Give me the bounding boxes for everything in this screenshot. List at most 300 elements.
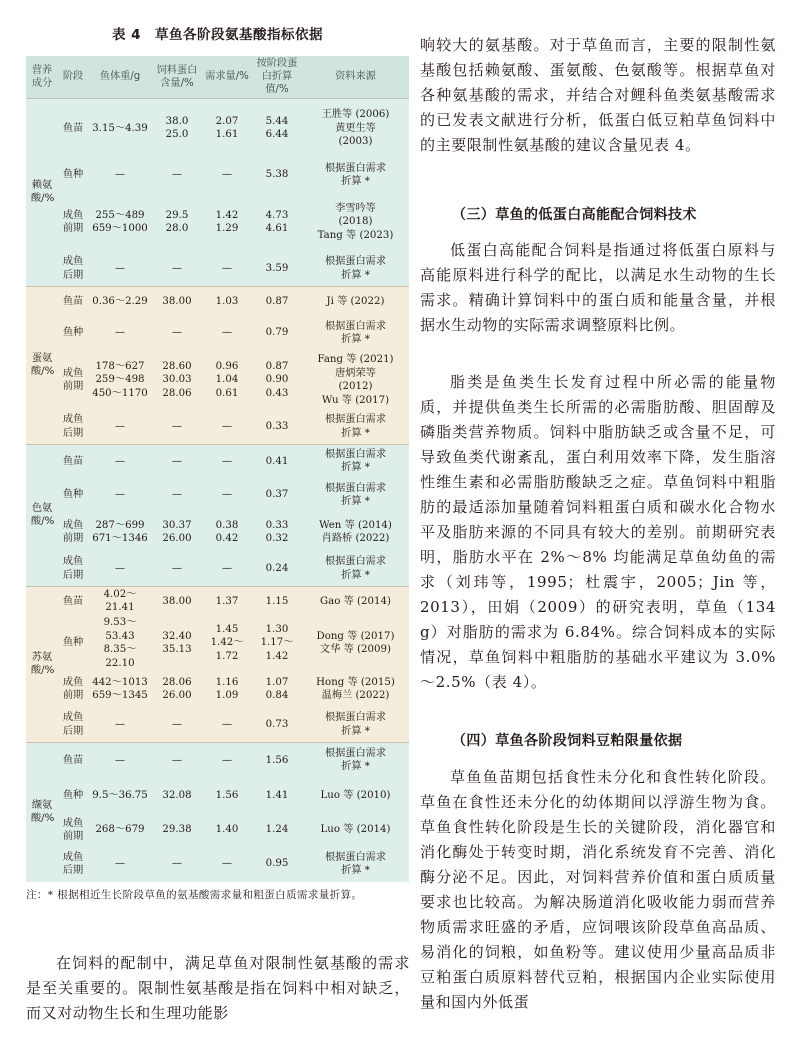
source-cell (302, 158, 409, 192)
protein-cell (152, 814, 202, 846)
protein-cell (152, 742, 202, 778)
weight-cell (88, 252, 152, 286)
converted-value-cell-line: 0.41 (265, 455, 289, 467)
table-row (26, 512, 409, 552)
weight-cell (88, 778, 152, 814)
table-row (26, 410, 409, 444)
requirement-cell-line: 1.45 (215, 623, 239, 635)
converted-value-cell-line: 5.38 (265, 169, 289, 181)
weight-cell (88, 444, 152, 478)
requirement-cell (202, 742, 252, 778)
source-cell-line: 折算 * (341, 176, 370, 187)
requirement-cell (202, 586, 252, 616)
header-weight: 鱼体重/g (88, 56, 152, 98)
source-cell (302, 252, 409, 286)
source-cell-line: 温梅兰 (2022) (321, 690, 390, 701)
requirement-cell-line: — (221, 455, 233, 467)
protein-cell-line: — (171, 563, 183, 574)
requirement-cell (202, 98, 252, 158)
converted-value-cell-line: 0.90 (265, 374, 289, 386)
weight-cell (88, 670, 152, 708)
converted-value-cell (252, 444, 302, 478)
protein-cell (152, 846, 202, 882)
source-cell (302, 350, 409, 410)
requirement-cell-line: — (221, 719, 233, 730)
requirement-cell (202, 846, 252, 882)
requirement-cell (202, 670, 252, 708)
table-row (26, 286, 409, 316)
table-row (26, 350, 409, 410)
converted-value-cell (252, 814, 302, 846)
converted-value-cell (252, 316, 302, 350)
requirement-cell-line: — (221, 858, 233, 870)
table-row (26, 708, 409, 742)
table-row (26, 742, 409, 778)
source-cell (302, 410, 409, 444)
weight-cell-line: — (114, 327, 126, 339)
stage-cell: 成鱼前期 (58, 670, 88, 708)
converted-value-cell (252, 410, 302, 444)
header-stage: 阶段 (58, 56, 88, 98)
stage-cell: 成鱼后期 (58, 846, 88, 882)
nutrient-cell: 缬氨酸/% (26, 742, 58, 882)
requirement-cell (202, 444, 252, 478)
protein-cell-line: 38.0 (165, 115, 189, 127)
amino-acid-table (26, 56, 409, 882)
stage-cell: 鱼种 (58, 778, 88, 814)
requirement-cell (202, 192, 252, 252)
converted-value-cell-line: 1.17～1.42 (260, 637, 294, 662)
weight-cell (88, 586, 152, 616)
right-paragraph-4: 草鱼鱼苗期包括食性未分化和食性转化阶段。草鱼在食性还未分化的幼体期间以浮游生物为食。草鱼食性转化阶段是生长的关键阶段，消化器官和消化酶处于转变时期，消化系统发育不完善、消化酶分泌不足。因此，对饲料营养价值和蛋白质质量要求也比较高。为解决肠道消化吸收能力弱而营养物质需求旺盛的矛盾，应饲喂该阶段草鱼高品质、易消化的饲粮，如鱼粉等。建议使用少量高品质非豆粕蛋白质原料替代豆粕，根据国内企业实际使用量和国内外低蛋 (420, 768, 776, 1011)
converted-value-cell (252, 846, 302, 882)
weight-cell-line: 659～1000 (92, 223, 148, 234)
requirement-cell (202, 410, 252, 444)
table-row (26, 670, 409, 708)
weight-cell-line: 259～498 (95, 374, 145, 386)
source-cell-line: Fang 等 (2021) (317, 354, 394, 365)
requirement-cell-line: 1.29 (215, 223, 239, 234)
protein-cell-line: 26.00 (162, 533, 192, 544)
protein-cell (152, 252, 202, 286)
weight-cell (88, 350, 152, 410)
weight-cell-line: — (114, 719, 126, 730)
protein-cell (152, 444, 202, 478)
left-paragraph: 在饲料的配制中，满足草鱼对限制性氨基酸的需求是至关重要的。限制性氨基酸是指在饲料中相对缺乏，而又对动物生长和生理功能影 (26, 954, 410, 1022)
weight-cell-line: 268～679 (95, 824, 145, 836)
requirement-cell-line: 1.37 (215, 595, 239, 607)
weight-cell-line: 255～489 (95, 209, 145, 221)
requirement-cell-line: 0.42 (215, 533, 239, 544)
weight-cell (88, 814, 152, 846)
protein-cell-line: 38.00 (162, 595, 192, 607)
converted-value-cell (252, 478, 302, 512)
source-cell (302, 708, 409, 742)
converted-value-cell-line: 1.15 (265, 595, 289, 607)
weight-cell-line: 671～1346 (92, 533, 148, 544)
section-heading-4: （四）草鱼各阶段饲料豆粕限量依据 (452, 733, 683, 749)
source-cell-line: 折算 * (341, 427, 370, 439)
requirement-cell-line: 0.96 (215, 360, 239, 372)
source-cell-line: 根据蛋白需求 (324, 712, 387, 724)
requirement-cell (202, 512, 252, 552)
requirement-cell-line: 0.38 (215, 519, 239, 531)
right-paragraph-3: 脂类是鱼类生长发育过程中所必需的能量物质，并提供鱼类生长所需的必需脂肪酸、胆固醇及磷脂类营养物质。饲料中脂肪缺乏或含量不足，可导致鱼类代谢紊乱，蛋白利用效率下降，发生脂溶性维生素和必需脂肪酸缺乏之症。草鱼饲料中粗脂肪的最适添加量随着饲料粗蛋白质和碳水化合物水平及脂肪来源的不同具有较大的差别。前期研究表明，脂肪水平在 2%～8% 均能满足草鱼幼鱼的需求（刘玮等，1995；杜震宇，2005；Jin 等，2013），田娟（2009）的研究表明，草鱼（134 g）对脂肪的需求为 6.84%。综合饲料成本的实际情况，草鱼饲料中粗脂肪的基础水平建议为 3.0%～2.5%（表 4）。 (420, 373, 776, 691)
weight-cell-line: — (114, 489, 126, 501)
requirement-cell-line: 2.07 (215, 115, 239, 127)
weight-cell (88, 98, 152, 158)
source-cell (302, 98, 409, 158)
source-cell-line: 折算 * (341, 725, 370, 737)
stage-cell: 鱼苗 (58, 586, 88, 616)
source-cell (302, 670, 409, 708)
protein-cell-line: — (171, 455, 183, 467)
table-row (26, 98, 409, 158)
converted-value-cell-line: 0.84 (265, 690, 289, 701)
requirement-cell-line: 0.61 (215, 387, 239, 399)
table-row (26, 616, 409, 670)
weight-cell-line: — (114, 455, 126, 467)
stage-cell: 鱼种 (58, 616, 88, 670)
weight-cell-line: 659～1345 (92, 690, 148, 701)
protein-cell-line: 26.00 (162, 690, 192, 701)
source-cell-line: 根据蛋白需求 (324, 482, 387, 494)
source-cell-line: (2012) (338, 381, 373, 392)
requirement-cell-line: 1.03 (215, 295, 239, 307)
weight-cell-line: 9.5～36.75 (92, 790, 148, 802)
protein-cell-line: 28.60 (162, 360, 192, 372)
requirement-cell (202, 286, 252, 316)
requirement-cell-line: — (221, 327, 233, 339)
source-cell-line: Gao 等 (2014) (320, 595, 391, 607)
requirement-cell-line: — (221, 169, 233, 181)
requirement-cell-line: 1.16 (215, 676, 239, 688)
protein-cell-line: 28.0 (165, 223, 189, 234)
converted-value-cell (252, 286, 302, 316)
weight-cell-line: — (114, 169, 126, 181)
requirement-cell (202, 814, 252, 846)
source-cell-line: 折算 * (341, 269, 370, 281)
protein-cell (152, 616, 202, 670)
source-cell-line: 根据蛋白需求 (324, 747, 387, 759)
converted-value-cell-line: 0.33 (265, 421, 289, 432)
requirement-cell (202, 616, 252, 670)
converted-value-cell (252, 708, 302, 742)
weight-cell-line: 178～627 (95, 360, 145, 372)
weight-cell-line: 8.35～22.10 (103, 644, 137, 669)
source-cell-line: 根据蛋白需求 (324, 162, 387, 174)
source-cell-line: 折算 * (341, 462, 370, 474)
source-cell-line: (2003) (338, 136, 373, 147)
nutrient-cell: 色氨酸/% (26, 444, 58, 586)
source-cell (302, 512, 409, 552)
source-cell-line: 折算 * (341, 865, 370, 876)
table-row (26, 444, 409, 478)
weight-cell (88, 158, 152, 192)
header-requirement: 需求量/% (202, 56, 252, 98)
stage-cell: 鱼苗 (58, 98, 88, 158)
table-row (26, 846, 409, 882)
protein-cell-line: — (171, 719, 183, 730)
source-cell-line: 肖路桥 (2022) (321, 533, 390, 544)
protein-cell (152, 670, 202, 708)
requirement-cell (202, 778, 252, 814)
stage-cell: 成鱼前期 (58, 512, 88, 552)
converted-value-cell (252, 98, 302, 158)
converted-value-cell (252, 158, 302, 192)
converted-value-cell-line: 0.33 (265, 519, 289, 531)
source-cell-line: 根据蛋白需求 (324, 448, 387, 460)
requirement-cell-line: — (221, 421, 233, 432)
weight-cell (88, 846, 152, 882)
protein-cell (152, 98, 202, 158)
requirement-cell (202, 552, 252, 586)
protein-cell-line: 30.37 (162, 519, 192, 531)
requirement-cell-line: 1.56 (215, 790, 239, 802)
protein-cell-line: 32.08 (162, 790, 192, 802)
source-cell-line: Ji 等 (2022) (326, 295, 385, 307)
source-cell-line: 唐炳荣等 (335, 367, 376, 379)
section-heading-3: （三）草鱼的低蛋白高能配合饲料技术 (452, 207, 697, 223)
protein-cell-line: 32.40 (162, 630, 192, 642)
table-row (26, 778, 409, 814)
source-cell-line: 李雪吟等 (335, 202, 376, 214)
table-body (26, 98, 409, 882)
table-row (26, 552, 409, 586)
converted-value-cell-line: 0.37 (265, 489, 289, 501)
table-note: 注：* 根据相近生长阶段草鱼的氨基酸需求量和粗蛋白质需求量折算。 (26, 889, 363, 901)
source-cell-line: 根据蛋白需求 (324, 556, 387, 568)
stage-cell: 鱼苗 (58, 444, 88, 478)
source-cell-line: 折算 * (341, 569, 370, 581)
converted-value-cell (252, 192, 302, 252)
stage-cell: 鱼苗 (58, 286, 88, 316)
stage-cell: 成鱼前期 (58, 814, 88, 846)
protein-cell-line: 35.13 (162, 644, 192, 655)
weight-cell-line: — (114, 754, 126, 766)
source-cell-line: 折算 * (341, 334, 370, 345)
protein-cell (152, 316, 202, 350)
nutrient-cell: 苏氨酸/% (26, 586, 58, 742)
source-cell (302, 616, 409, 670)
weight-cell-line: 4.02～21.41 (103, 588, 137, 614)
source-cell-line: Dong 等 (2017) (316, 630, 395, 642)
requirement-cell (202, 350, 252, 410)
weight-cell-line: — (114, 858, 126, 870)
source-cell (302, 586, 409, 616)
protein-cell-line: 30.03 (162, 374, 192, 386)
requirement-cell-line: — (221, 563, 233, 574)
source-cell (302, 286, 409, 316)
weight-cell-line: — (114, 563, 126, 574)
weight-cell-line: 9.53～53.43 (103, 617, 137, 642)
protein-cell (152, 778, 202, 814)
table-row (26, 158, 409, 192)
converted-value-cell (252, 552, 302, 586)
protein-cell (152, 286, 202, 316)
source-cell (302, 814, 409, 846)
source-cell (302, 846, 409, 882)
converted-value-cell (252, 616, 302, 670)
weight-cell-line: 3.15～4.39 (92, 122, 148, 134)
converted-value-cell-line: 4.73 (265, 209, 289, 221)
source-cell-line: Hong 等 (2015) (316, 676, 395, 688)
stage-cell: 成鱼后期 (58, 708, 88, 742)
stage-cell: 鱼种 (58, 158, 88, 192)
source-cell-line: 根据蛋白需求 (324, 851, 387, 863)
right-paragraph-1: 响较大的氨基酸。对于草鱼而言，主要的限制性氨基酸包括赖氨酸、蛋氨酸、色氨酸等。根据草鱼对各种氨基酸的需求，并结合对鲤科鱼类氨基酸需求的已发表文献进行分析，低蛋白低豆粕草鱼饲料中的主要限制性氨基酸的建议含量见表 4。 (420, 36, 776, 154)
source-cell-line: 根据蛋白需求 (324, 320, 387, 332)
nutrient-cell: 蛋氨酸/% (26, 286, 58, 444)
source-cell-line: Wu 等 (2017) (321, 394, 390, 406)
converted-value-cell (252, 586, 302, 616)
weight-cell (88, 410, 152, 444)
source-cell-line: 根据蛋白需求 (324, 256, 387, 268)
stage-cell: 成鱼后期 (58, 410, 88, 444)
source-cell (302, 742, 409, 778)
converted-value-cell-line: 1.56 (265, 754, 289, 766)
requirement-cell (202, 316, 252, 350)
protein-cell (152, 158, 202, 192)
nutrient-cell: 赖氨酸/% (26, 98, 58, 286)
converted-value-cell-line: 3.59 (265, 263, 289, 274)
protein-cell-line: — (171, 421, 183, 432)
table-row (26, 478, 409, 512)
converted-value-cell-line: 6.44 (265, 129, 289, 141)
converted-value-cell-line: 0.32 (265, 533, 289, 544)
protein-cell-line: — (171, 489, 183, 501)
protein-cell (152, 350, 202, 410)
protein-cell-line: 29.38 (162, 824, 192, 836)
weight-cell (88, 512, 152, 552)
protein-cell-line: 28.06 (162, 387, 192, 399)
weight-cell (88, 286, 152, 316)
converted-value-cell-line: 0.73 (265, 719, 289, 730)
protein-cell-line: 38.00 (162, 295, 192, 307)
source-cell (302, 192, 409, 252)
table-row (26, 252, 409, 286)
converted-value-cell (252, 252, 302, 286)
stage-cell: 鱼苗 (58, 742, 88, 778)
source-cell-line: 根据蛋白需求 (324, 414, 387, 426)
source-cell-line: 折算 * (341, 761, 370, 773)
weight-cell-line: — (114, 263, 126, 274)
right-paragraph-2: 低蛋白高能配合饲料是指通过将低蛋白原料与高能原料进行科学的配比，以满足水生动物的生长需求。精确计算饲料中的蛋白质和能量含量，并根据水生动物的实际需求调整原料比例。 (420, 241, 776, 334)
converted-value-cell-line: 0.79 (265, 327, 289, 339)
protein-cell (152, 512, 202, 552)
source-cell-line: (2018) (338, 216, 373, 228)
source-cell-line: Tang 等 (2023) (317, 229, 394, 241)
protein-cell (152, 586, 202, 616)
converted-value-cell-line: 4.61 (265, 223, 289, 234)
header-protein: 饲料蛋白含量/% (152, 56, 202, 98)
requirement-cell-line: 1.40 (215, 824, 239, 836)
converted-value-cell-line: 0.87 (265, 360, 289, 372)
protein-cell-line: — (171, 327, 183, 339)
weight-cell (88, 192, 152, 252)
requirement-cell-line: — (221, 754, 233, 766)
table-row (26, 316, 409, 350)
requirement-cell-line: 1.42 (215, 209, 239, 221)
converted-value-cell-line: 1.24 (265, 824, 289, 836)
converted-value-cell (252, 670, 302, 708)
protein-cell-line: — (171, 169, 183, 181)
converted-value-cell-line: 0.95 (265, 858, 289, 870)
stage-cell: 鱼种 (58, 316, 88, 350)
protein-cell-line: 28.06 (162, 676, 192, 688)
converted-value-cell-line: 0.43 (265, 387, 289, 399)
weight-cell (88, 616, 152, 670)
source-cell (302, 778, 409, 814)
protein-cell-line: — (171, 754, 183, 766)
weight-cell (88, 708, 152, 742)
converted-value-cell-line: 0.87 (265, 295, 289, 307)
stage-cell: 成鱼后期 (58, 552, 88, 586)
table-row (26, 586, 409, 616)
weight-cell-line: 442～1013 (92, 676, 148, 688)
weight-cell (88, 552, 152, 586)
protein-cell-line: — (171, 263, 183, 274)
protein-cell (152, 552, 202, 586)
source-cell-line: 折算 * (341, 496, 370, 507)
source-cell (302, 478, 409, 512)
protein-cell (152, 192, 202, 252)
source-cell-line: Luo 等 (2014) (320, 824, 391, 836)
converted-value-cell-line: 5.44 (265, 115, 289, 127)
source-cell-line: 黄更生等 (335, 122, 376, 134)
requirement-cell (202, 708, 252, 742)
source-cell-line: 王胜等 (2006) (321, 109, 390, 120)
requirement-cell-line: 1.04 (215, 374, 239, 386)
header-nutrient: 营养成分 (26, 56, 58, 98)
requirement-cell (202, 252, 252, 286)
protein-cell (152, 410, 202, 444)
weight-cell (88, 742, 152, 778)
weight-cell-line: — (114, 421, 126, 432)
stage-cell: 鱼种 (58, 478, 88, 512)
source-cell-line: Luo 等 (2010) (320, 790, 391, 802)
table-row (26, 814, 409, 846)
requirement-cell (202, 478, 252, 512)
requirement-cell-line: 1.61 (215, 129, 239, 141)
stage-cell: 成鱼前期 (58, 192, 88, 252)
source-cell (302, 316, 409, 350)
stage-cell: 成鱼前期 (58, 350, 88, 410)
requirement-cell (202, 158, 252, 192)
requirement-cell-line: 1.42～1.72 (210, 637, 244, 662)
header-converted-value: 按阶段蛋白折算值/% (252, 56, 302, 98)
source-cell (302, 444, 409, 478)
requirement-cell-line: — (221, 263, 233, 274)
stage-cell: 成鱼后期 (58, 252, 88, 286)
requirement-cell-line: 1.09 (215, 690, 239, 701)
source-cell (302, 552, 409, 586)
converted-value-cell (252, 742, 302, 778)
converted-value-cell-line: 0.24 (265, 563, 289, 574)
source-cell-line: Wen 等 (2014) (319, 519, 392, 531)
protein-cell (152, 478, 202, 512)
protein-cell-line: 29.5 (165, 209, 189, 221)
converted-value-cell (252, 512, 302, 552)
weight-cell-line: 287～699 (95, 519, 145, 531)
table-caption: 表 4 草鱼各阶段氨基酸指标依据 (111, 27, 324, 43)
table-row (26, 192, 409, 252)
protein-cell (152, 708, 202, 742)
weight-cell-line: 0.36～2.29 (92, 295, 148, 307)
converted-value-cell-line: 1.07 (265, 676, 289, 688)
protein-cell-line: 25.0 (165, 129, 189, 141)
header-source: 资料来源 (302, 56, 409, 98)
